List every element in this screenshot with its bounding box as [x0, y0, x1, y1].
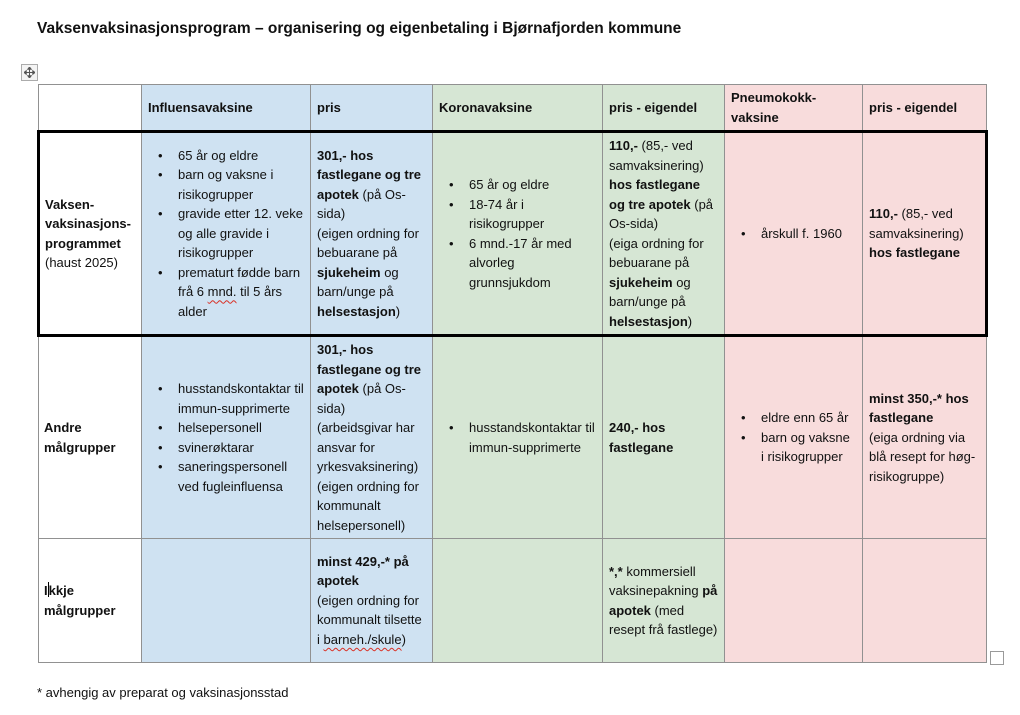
text-segment: (på Os-sida): [317, 186, 406, 222]
table-cell-r2c4[interactable]: [603, 336, 725, 539]
text-segment: 301,- hos fastlegane og tre apotek: [317, 147, 422, 202]
text-segment: hos fastlegane: [869, 245, 961, 261]
text-segment: 110,-: [869, 206, 898, 222]
row-label-cell[interactable]: [39, 336, 142, 539]
table-cell-r3c6[interactable]: [863, 539, 987, 663]
move-cross-icon: [24, 67, 35, 78]
table-row: [39, 336, 987, 539]
text-segment: *,*: [609, 563, 623, 579]
text-segment: helsestasjon: [317, 303, 396, 319]
bullet-item: [148, 418, 304, 438]
bullet-item: [731, 224, 856, 244]
text-segment: (eiga ordning for bebuarane på: [609, 235, 704, 270]
text-segment: Vaksen-vaksinasjons-programmet: [45, 196, 131, 251]
table-row: [39, 132, 987, 336]
bullet-list: [148, 379, 304, 496]
bullet-item: [731, 428, 856, 467]
table-cell-r3c2[interactable]: [311, 539, 433, 663]
text-segment: (85,- ved samvaksinering): [869, 206, 964, 241]
text-segment: (85,- ved samvaksinering): [609, 138, 704, 173]
text-segment: og barn/unge på: [609, 274, 691, 309]
vaccine-table: [37, 84, 988, 663]
text-segment: eldre enn 65 år: [761, 410, 849, 426]
text-segment: prematurt fødde barn frå 6: [178, 264, 301, 300]
text-segment: (eigen ordning for kommunalt helsepersonell): [317, 478, 419, 533]
bullet-item: [148, 146, 304, 166]
table-row: [39, 539, 987, 663]
column-header-pris[interactable]: [311, 85, 433, 132]
text-segment: (på Os-sida): [609, 196, 714, 231]
bullet-item: [148, 263, 304, 322]
text-segment: kkje målgrupper: [44, 583, 116, 618]
text-segment: 18-74 år i risikogrupper: [469, 196, 545, 231]
table-cell-r1c2[interactable]: [311, 132, 433, 336]
text-segment: (haust 2025): [45, 255, 118, 270]
row-label-cell[interactable]: [39, 539, 142, 663]
text-segment: til 5 års alder: [178, 284, 283, 319]
table-resize-handle[interactable]: [990, 651, 1004, 665]
text-segment: sjukeheim: [609, 274, 673, 290]
text-segment: hos fastlegane og tre apotek: [609, 177, 701, 212]
text-segment: (arbeidsgivar har ansvar for yrkesvaksinering): [317, 420, 419, 474]
text-segment: pris: [317, 99, 341, 115]
text-segment: (eigen ordning for kommunalt tilsette i: [317, 592, 422, 647]
text-segment: svinerøktarar: [178, 439, 254, 455]
bullet-item: [439, 195, 596, 234]
column-header-pris-eigendel[interactable]: [603, 85, 725, 132]
text-segment: minst 350,-* hos fastlegane: [869, 390, 969, 426]
text-segment: husstandskontaktar til immun-supprimerte: [469, 420, 595, 455]
text-segment: gravide etter 12. veke og alle gravide i risikogrupper: [178, 206, 304, 261]
text-segment: Pneumokokk-: [731, 90, 817, 105]
bullet-item: [148, 165, 304, 204]
bullet-list: [439, 175, 596, 292]
text-segment: på apotek: [609, 583, 718, 618]
text-segment: ): [401, 631, 406, 647]
text-segment: husstandskontaktar til immun-supprimerte: [178, 381, 304, 416]
text-segment: 240,- hos fastlegane: [609, 420, 674, 455]
text-segment: årskull f. 1960: [761, 225, 842, 241]
table-cell-r3c3[interactable]: [433, 539, 603, 663]
column-header-pris-eigendel[interactable]: [863, 85, 987, 132]
text-segment: vaksine: [731, 109, 779, 125]
bullet-item: [148, 379, 304, 418]
text-segment: barn og vaksne i risikogrupper: [761, 429, 850, 465]
table-cell-r2c5[interactable]: [725, 336, 863, 539]
text-segment: Influensavaksine: [148, 99, 253, 115]
text-segment: 6 mnd.-17 år med alvorleg grunnsjukdom: [469, 235, 572, 290]
text-segment: 65 år og eldre: [178, 147, 259, 163]
bullet-item: [439, 418, 596, 457]
page-title[interactable]: Vaksenvaksinasjonsprogram – organisering og eigenbetaling i Bjørnafjorden kommune: [37, 20, 682, 37]
bullet-list: [439, 418, 596, 457]
table-cell-r1c6[interactable]: [863, 132, 987, 336]
bullet-item: [148, 438, 304, 458]
text-segment: minst 429,-* på apotek: [317, 553, 409, 589]
bullet-item: [439, 234, 596, 293]
table-container: [37, 84, 988, 663]
table-cell-r1c4[interactable]: [603, 132, 725, 336]
text-segment: 110,-: [609, 138, 638, 153]
text-segment: sjukeheim: [317, 264, 381, 280]
text-segment: 301,- hos fastlegane og tre apotek: [317, 342, 422, 396]
table-move-handle-icon[interactable]: [21, 64, 38, 81]
table-cell-r3c5[interactable]: [725, 539, 863, 663]
text-segment: (på Os-sida): [317, 381, 406, 416]
table-cell-r2c6[interactable]: [863, 336, 987, 539]
text-segment: ): [687, 313, 693, 329]
text-segment: kommersiell vaksinepakning: [609, 563, 703, 598]
bullet-item: [148, 457, 304, 496]
text-segment: (eigen ordning for bebuarane på: [317, 225, 419, 261]
table-cell-r1c1[interactable]: [142, 132, 311, 336]
bullet-item: [439, 175, 596, 195]
row-label-cell[interactable]: [39, 132, 142, 336]
column-header-blank[interactable]: [39, 85, 142, 132]
bullet-list: [731, 224, 856, 244]
table-cell-r1c5[interactable]: [725, 132, 863, 336]
bullet-item: [148, 204, 304, 263]
text-segment: (eiga ordning via blå resept for høg-risikogruppe): [869, 429, 976, 484]
text-segment: saneringspersonell ved fugleinfluensa: [178, 459, 288, 494]
footnote[interactable]: * avhengig av preparat og vaksinasjonsstad: [37, 685, 289, 700]
text-segment: barneh./skule: [323, 631, 402, 647]
text-segment: I: [44, 583, 48, 598]
table-cell-r2c3[interactable]: [433, 336, 603, 539]
text-segment: Koronavaksine: [439, 99, 533, 115]
text-segment: ): [395, 303, 401, 319]
column-header-koronavaksine[interactable]: [433, 85, 603, 132]
text-segment: mnd.: [207, 284, 237, 300]
table-cell-r3c1[interactable]: [142, 539, 311, 663]
text-segment: og barn/unge på: [317, 264, 399, 300]
table-cell-r3c4[interactable]: [603, 539, 725, 663]
text-segment: barn og vaksne i risikogrupper: [178, 167, 274, 202]
column-header-pneumokokk-vaksine[interactable]: [725, 85, 863, 132]
bullet-list: [148, 146, 304, 322]
text-segment: pris - eigendel: [609, 99, 698, 115]
table-cell-r1c3[interactable]: [433, 132, 603, 336]
bullet-list: [731, 408, 856, 467]
table-cell-r2c1[interactable]: [142, 336, 311, 539]
text-segment: Andre målgrupper: [44, 420, 116, 455]
text-segment: 65 år og eldre: [469, 177, 550, 192]
text-segment: helsepersonell: [178, 420, 262, 435]
text-segment: (med resept frå fastlege): [609, 602, 718, 637]
bullet-item: [731, 408, 856, 428]
text-segment: helsestasjon: [609, 313, 688, 329]
column-header-influensavaksine[interactable]: [142, 85, 311, 132]
table-cell-r2c2[interactable]: [311, 336, 433, 539]
text-segment: pris - eigendel: [869, 99, 958, 115]
